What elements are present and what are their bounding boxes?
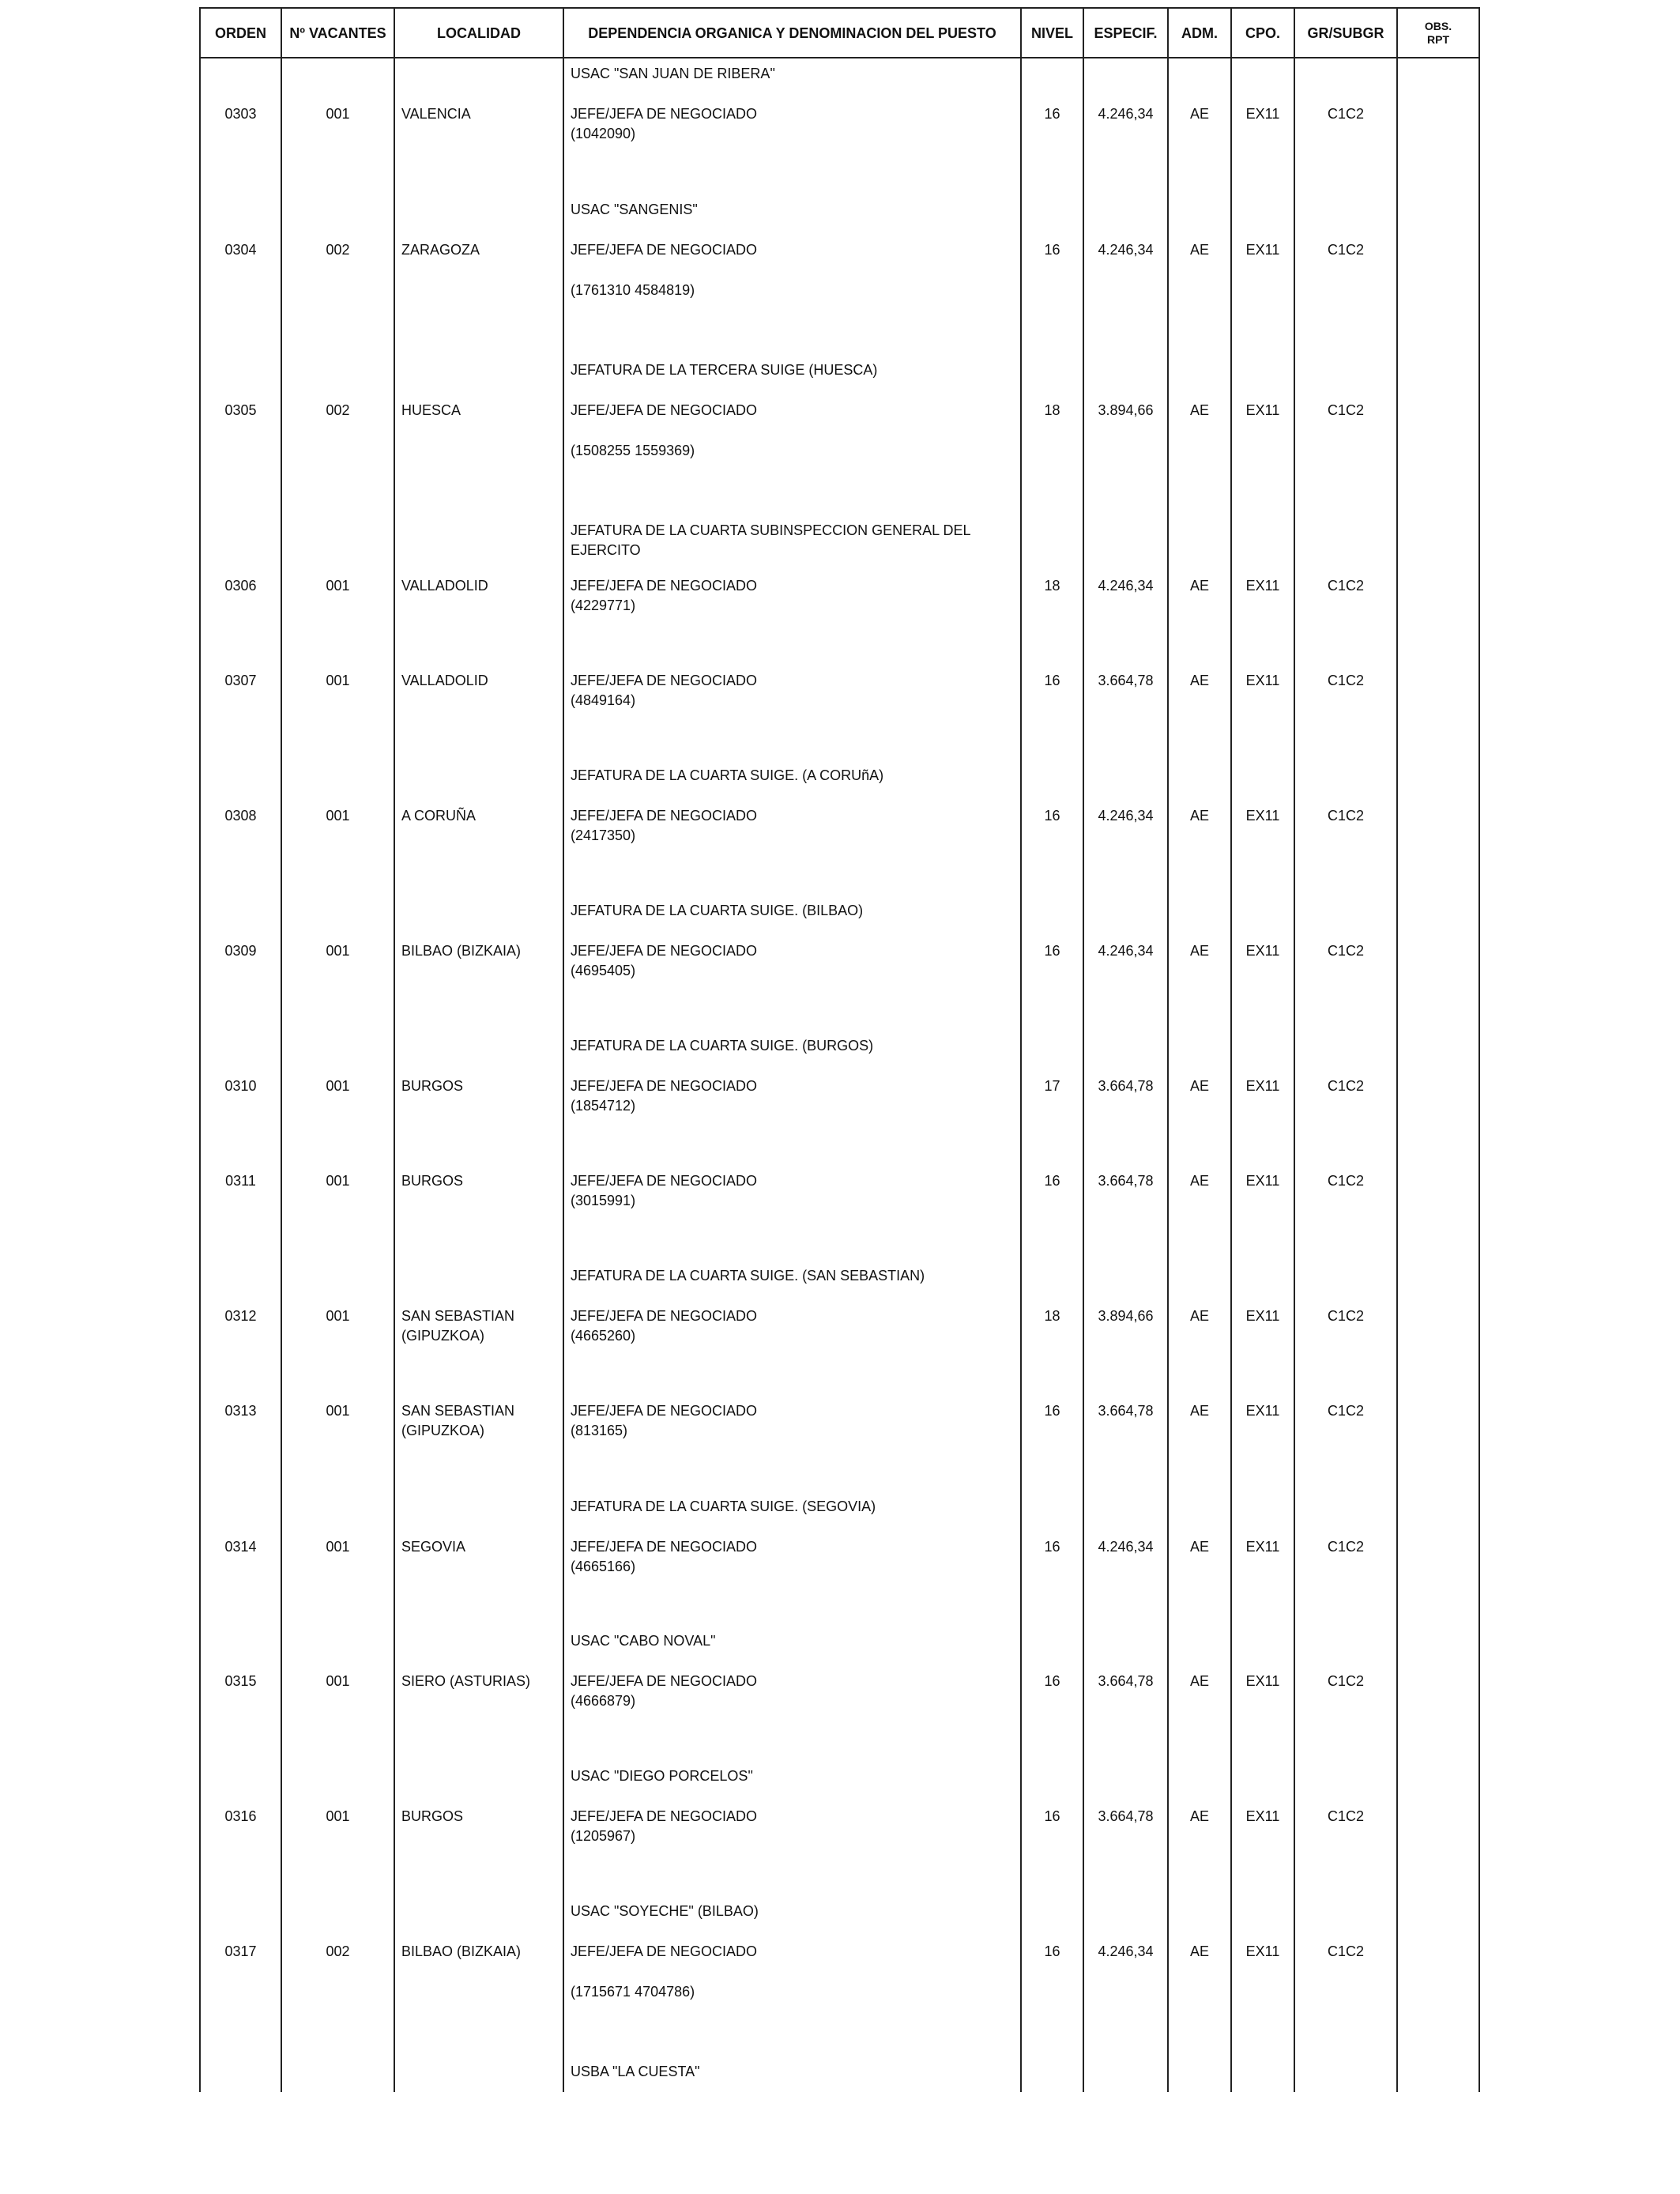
cell-cpo: EX11 xyxy=(1245,1673,1280,1689)
cell-especif: 3.664,78 xyxy=(1098,1673,1154,1689)
unit-name: JEFATURA DE LA CUARTA SUIGE. (BILBAO) xyxy=(571,903,864,918)
cell-codigo: (813165) xyxy=(571,1423,628,1438)
cell-localidad: ZARAGOZA xyxy=(401,242,480,258)
unit-name: JEFATURA DE LA TERCERA SUIGE (HUESCA) xyxy=(571,362,878,378)
cell-especif: 4.246,34 xyxy=(1098,808,1154,824)
cell-localidad: BURGOS xyxy=(401,1173,464,1189)
cell-grupo: C1C2 xyxy=(1327,808,1365,824)
cell-localidad: BURGOS xyxy=(401,1078,464,1094)
header-obs-rpt xyxy=(1398,9,1478,57)
header-rpt: RPT xyxy=(1427,32,1449,46)
cell-orden: 0303 xyxy=(224,106,257,122)
cell-cpo: EX11 xyxy=(1245,578,1280,594)
unit-name: USAC "DIEGO PORCELOS" xyxy=(571,1768,753,1784)
cell-cpo: EX11 xyxy=(1245,673,1280,688)
cell-adm: AE xyxy=(1189,1078,1209,1094)
cell-adm: AE xyxy=(1189,1403,1209,1419)
cell-grupo: C1C2 xyxy=(1327,1403,1365,1419)
header-especif: ESPECIF. xyxy=(1094,25,1158,41)
cell-nivel: 16 xyxy=(1044,1673,1060,1689)
cell-codigo: (1042090) xyxy=(571,126,636,141)
cell-nivel: 16 xyxy=(1044,1539,1060,1555)
cell-cpo: EX11 xyxy=(1245,808,1280,824)
cell-localidad: A CORUÑA xyxy=(401,808,477,824)
cell-nivel: 16 xyxy=(1044,1808,1060,1824)
cell-vacantes: 002 xyxy=(326,1943,350,1959)
column-divider xyxy=(281,7,282,2092)
cell-vacantes: 001 xyxy=(326,808,350,824)
cell-codigo: (4666879) xyxy=(571,1693,636,1709)
column-divider xyxy=(1230,7,1232,2092)
cell-nivel: 16 xyxy=(1044,1403,1060,1419)
cell-orden: 0309 xyxy=(224,943,257,959)
cell-localidad: BILBAO (BIZKAIA) xyxy=(401,943,522,959)
cell-grupo: C1C2 xyxy=(1327,1539,1365,1555)
cell-vacantes: 002 xyxy=(326,402,350,418)
cell-cpo: EX11 xyxy=(1245,1308,1280,1324)
cell-localidad-line2: (GIPUZKOA) xyxy=(401,1328,485,1344)
cell-vacantes: 001 xyxy=(326,943,350,959)
cell-especif: 3.894,66 xyxy=(1098,402,1154,418)
cell-adm: AE xyxy=(1189,242,1209,258)
unit-name: USAC "SAN JUAN DE RIBERA" xyxy=(571,66,775,81)
cell-codigo: (2417350) xyxy=(571,827,636,843)
cell-especif: 4.246,34 xyxy=(1098,106,1154,122)
cell-codigo: (1205967) xyxy=(571,1828,636,1844)
unit-name-line2: EJERCITO xyxy=(571,542,641,558)
cell-orden: 0313 xyxy=(224,1403,257,1419)
cell-vacantes: 002 xyxy=(326,242,350,258)
cell-grupo: C1C2 xyxy=(1327,402,1365,418)
cell-especif: 4.246,34 xyxy=(1098,1539,1154,1555)
cell-orden: 0310 xyxy=(224,1078,257,1094)
cell-grupo: C1C2 xyxy=(1327,1943,1365,1959)
cell-orden: 0317 xyxy=(224,1943,257,1959)
cell-localidad: VALLADOLID xyxy=(401,578,488,594)
column-divider xyxy=(1020,7,1022,2092)
cell-localidad: VALENCIA xyxy=(401,106,471,122)
cell-orden: 0311 xyxy=(225,1173,256,1189)
cell-adm: AE xyxy=(1189,808,1209,824)
cell-adm: AE xyxy=(1189,673,1209,688)
cell-codigo: (3015991) xyxy=(571,1193,636,1208)
cell-localidad-line2: (GIPUZKOA) xyxy=(401,1423,485,1438)
cell-codigo: (1761310 4584819) xyxy=(571,282,695,298)
cell-adm: AE xyxy=(1189,402,1209,418)
cell-cpo: EX11 xyxy=(1245,106,1280,122)
header-grsubgr: GR/SUBGR xyxy=(1307,25,1384,41)
cell-adm: AE xyxy=(1189,106,1209,122)
cell-vacantes: 001 xyxy=(326,1173,350,1189)
cell-vacantes: 001 xyxy=(326,1539,350,1555)
cell-grupo: C1C2 xyxy=(1327,943,1365,959)
cell-puesto: JEFE/JEFA DE NEGOCIADO xyxy=(571,1808,758,1824)
cell-cpo: EX11 xyxy=(1245,1808,1280,1824)
cell-puesto: JEFE/JEFA DE NEGOCIADO xyxy=(571,1943,758,1959)
header-dependencia: DEPENDENCIA ORGANICA Y DENOMINACION DEL PUESTO xyxy=(588,25,996,41)
cell-especif: 3.664,78 xyxy=(1098,1173,1154,1189)
cell-adm: AE xyxy=(1189,943,1209,959)
cell-adm: AE xyxy=(1189,1173,1209,1189)
cell-vacantes: 001 xyxy=(326,1808,350,1824)
cell-especif: 3.664,78 xyxy=(1098,673,1154,688)
cell-adm: AE xyxy=(1189,1539,1209,1555)
cell-orden: 0312 xyxy=(224,1308,257,1324)
cell-grupo: C1C2 xyxy=(1327,106,1365,122)
cell-puesto: JEFE/JEFA DE NEGOCIADO xyxy=(571,242,758,258)
cell-especif: 4.246,34 xyxy=(1098,1943,1154,1959)
cell-grupo: C1C2 xyxy=(1327,1673,1365,1689)
cell-cpo: EX11 xyxy=(1245,1943,1280,1959)
cell-nivel: 16 xyxy=(1044,1943,1060,1959)
unit-name: USAC "SOYECHE" (BILBAO) xyxy=(571,1903,759,1919)
cell-cpo: EX11 xyxy=(1245,1539,1280,1555)
cell-puesto: JEFE/JEFA DE NEGOCIADO xyxy=(571,943,758,959)
cell-codigo: (1854712) xyxy=(571,1098,636,1114)
cell-nivel: 16 xyxy=(1044,1173,1060,1189)
unit-name: JEFATURA DE LA CUARTA SUIGE. (SEGOVIA) xyxy=(571,1498,876,1514)
cell-puesto: JEFE/JEFA DE NEGOCIADO xyxy=(571,673,758,688)
unit-name: JEFATURA DE LA CUARTA SUIGE. (SAN SEBASTIAN) xyxy=(571,1268,925,1284)
cell-puesto: JEFE/JEFA DE NEGOCIADO xyxy=(571,1078,758,1094)
cell-codigo: (4229771) xyxy=(571,598,636,613)
cell-localidad: BILBAO (BIZKAIA) xyxy=(401,1943,522,1959)
cell-adm: AE xyxy=(1189,1673,1209,1689)
cell-orden: 0308 xyxy=(224,808,257,824)
unit-name: JEFATURA DE LA CUARTA SUIGE. (A CORUñA) xyxy=(571,767,884,783)
column-divider xyxy=(563,7,564,2092)
cell-puesto: JEFE/JEFA DE NEGOCIADO xyxy=(571,1539,758,1555)
unit-name: JEFATURA DE LA CUARTA SUIGE. (BURGOS) xyxy=(571,1038,874,1054)
cell-nivel: 18 xyxy=(1044,402,1060,418)
cell-adm: AE xyxy=(1189,578,1209,594)
cell-vacantes: 001 xyxy=(326,1308,350,1324)
cell-puesto: JEFE/JEFA DE NEGOCIADO xyxy=(571,578,758,594)
cell-cpo: EX11 xyxy=(1245,242,1280,258)
cell-codigo: (4695405) xyxy=(571,963,636,978)
cell-especif: 4.246,34 xyxy=(1098,578,1154,594)
cell-localidad: BURGOS xyxy=(401,1808,464,1824)
cell-orden: 0314 xyxy=(224,1539,257,1555)
unit-name: USAC "SANGENIS" xyxy=(571,202,698,217)
column-divider xyxy=(1294,7,1295,2092)
column-divider xyxy=(1167,7,1169,2092)
cell-orden: 0305 xyxy=(224,402,257,418)
cell-cpo: EX11 xyxy=(1245,1078,1280,1094)
cell-puesto: JEFE/JEFA DE NEGOCIADO xyxy=(571,402,758,418)
cell-localidad: SIERO (ASTURIAS) xyxy=(401,1673,531,1689)
cell-especif: 4.246,34 xyxy=(1098,242,1154,258)
cell-grupo: C1C2 xyxy=(1327,242,1365,258)
header-adm: ADM. xyxy=(1181,25,1218,41)
cell-grupo: C1C2 xyxy=(1327,578,1365,594)
cell-grupo: C1C2 xyxy=(1327,1808,1365,1824)
cell-localidad: SEGOVIA xyxy=(401,1539,466,1555)
cell-cpo: EX11 xyxy=(1245,1403,1280,1419)
cell-adm: AE xyxy=(1189,1943,1209,1959)
cell-puesto: JEFE/JEFA DE NEGOCIADO xyxy=(571,1308,758,1324)
cell-orden: 0316 xyxy=(224,1808,257,1824)
cell-codigo: (1508255 1559369) xyxy=(571,443,695,458)
unit-name: USBA "LA CUESTA" xyxy=(571,2064,700,2079)
cell-puesto: JEFE/JEFA DE NEGOCIADO xyxy=(571,1403,758,1419)
cell-codigo: (4665260) xyxy=(571,1328,636,1344)
cell-localidad: VALLADOLID xyxy=(401,673,488,688)
cell-grupo: C1C2 xyxy=(1327,1078,1365,1094)
cell-localidad: HUESCA xyxy=(401,402,461,418)
cell-vacantes: 001 xyxy=(326,578,350,594)
cell-especif: 3.664,78 xyxy=(1098,1808,1154,1824)
cell-codigo: (1715671 4704786) xyxy=(571,1984,695,2000)
cell-puesto: JEFE/JEFA DE NEGOCIADO xyxy=(571,1173,758,1189)
column-divider xyxy=(1083,7,1084,2092)
cell-adm: AE xyxy=(1189,1808,1209,1824)
cell-nivel: 17 xyxy=(1044,1078,1060,1094)
header-localidad: LOCALIDAD xyxy=(437,25,521,41)
cell-orden: 0315 xyxy=(224,1673,257,1689)
cell-puesto: JEFE/JEFA DE NEGOCIADO xyxy=(571,1673,758,1689)
header-obs: OBS. xyxy=(1424,19,1452,32)
cell-orden: 0307 xyxy=(224,673,257,688)
cell-grupo: C1C2 xyxy=(1327,1173,1365,1189)
cell-localidad: SAN SEBASTIAN xyxy=(401,1308,515,1324)
cell-vacantes: 001 xyxy=(326,1403,350,1419)
column-divider xyxy=(1396,7,1398,2092)
cell-puesto: JEFE/JEFA DE NEGOCIADO xyxy=(571,808,758,824)
header-cpo: CPO. xyxy=(1245,25,1280,41)
cell-especif: 3.664,78 xyxy=(1098,1078,1154,1094)
cell-grupo: C1C2 xyxy=(1327,1308,1365,1324)
cell-orden: 0304 xyxy=(224,242,257,258)
cell-puesto: JEFE/JEFA DE NEGOCIADO xyxy=(571,106,758,122)
cell-adm: AE xyxy=(1189,1308,1209,1324)
cell-nivel: 18 xyxy=(1044,578,1060,594)
column-divider xyxy=(394,7,395,2092)
unit-name: JEFATURA DE LA CUARTA SUBINSPECCION GENERAL DEL xyxy=(571,522,971,538)
cell-codigo: (4849164) xyxy=(571,692,636,708)
cell-vacantes: 001 xyxy=(326,1673,350,1689)
unit-name: USAC "CABO NOVAL" xyxy=(571,1633,716,1649)
cell-vacantes: 001 xyxy=(326,673,350,688)
cell-cpo: EX11 xyxy=(1245,402,1280,418)
cell-especif: 4.246,34 xyxy=(1098,943,1154,959)
cell-orden: 0306 xyxy=(224,578,257,594)
header-vacantes: Nº VACANTES xyxy=(289,25,386,41)
cell-especif: 3.894,66 xyxy=(1098,1308,1154,1324)
cell-grupo: C1C2 xyxy=(1327,673,1365,688)
cell-nivel: 16 xyxy=(1044,808,1060,824)
cell-nivel: 18 xyxy=(1044,1308,1060,1324)
cell-nivel: 16 xyxy=(1044,242,1060,258)
header-divider xyxy=(199,57,1480,58)
cell-cpo: EX11 xyxy=(1245,943,1280,959)
cell-nivel: 16 xyxy=(1044,106,1060,122)
cell-vacantes: 001 xyxy=(326,1078,350,1094)
cell-vacantes: 001 xyxy=(326,106,350,122)
cell-especif: 3.664,78 xyxy=(1098,1403,1154,1419)
cell-localidad: SAN SEBASTIAN xyxy=(401,1403,515,1419)
header-orden: ORDEN xyxy=(214,25,266,41)
cell-nivel: 16 xyxy=(1044,943,1060,959)
cell-cpo: EX11 xyxy=(1245,1173,1280,1189)
cell-codigo: (4665166) xyxy=(571,1559,636,1574)
header-nivel: NIVEL xyxy=(1030,25,1073,41)
cell-nivel: 16 xyxy=(1044,673,1060,688)
